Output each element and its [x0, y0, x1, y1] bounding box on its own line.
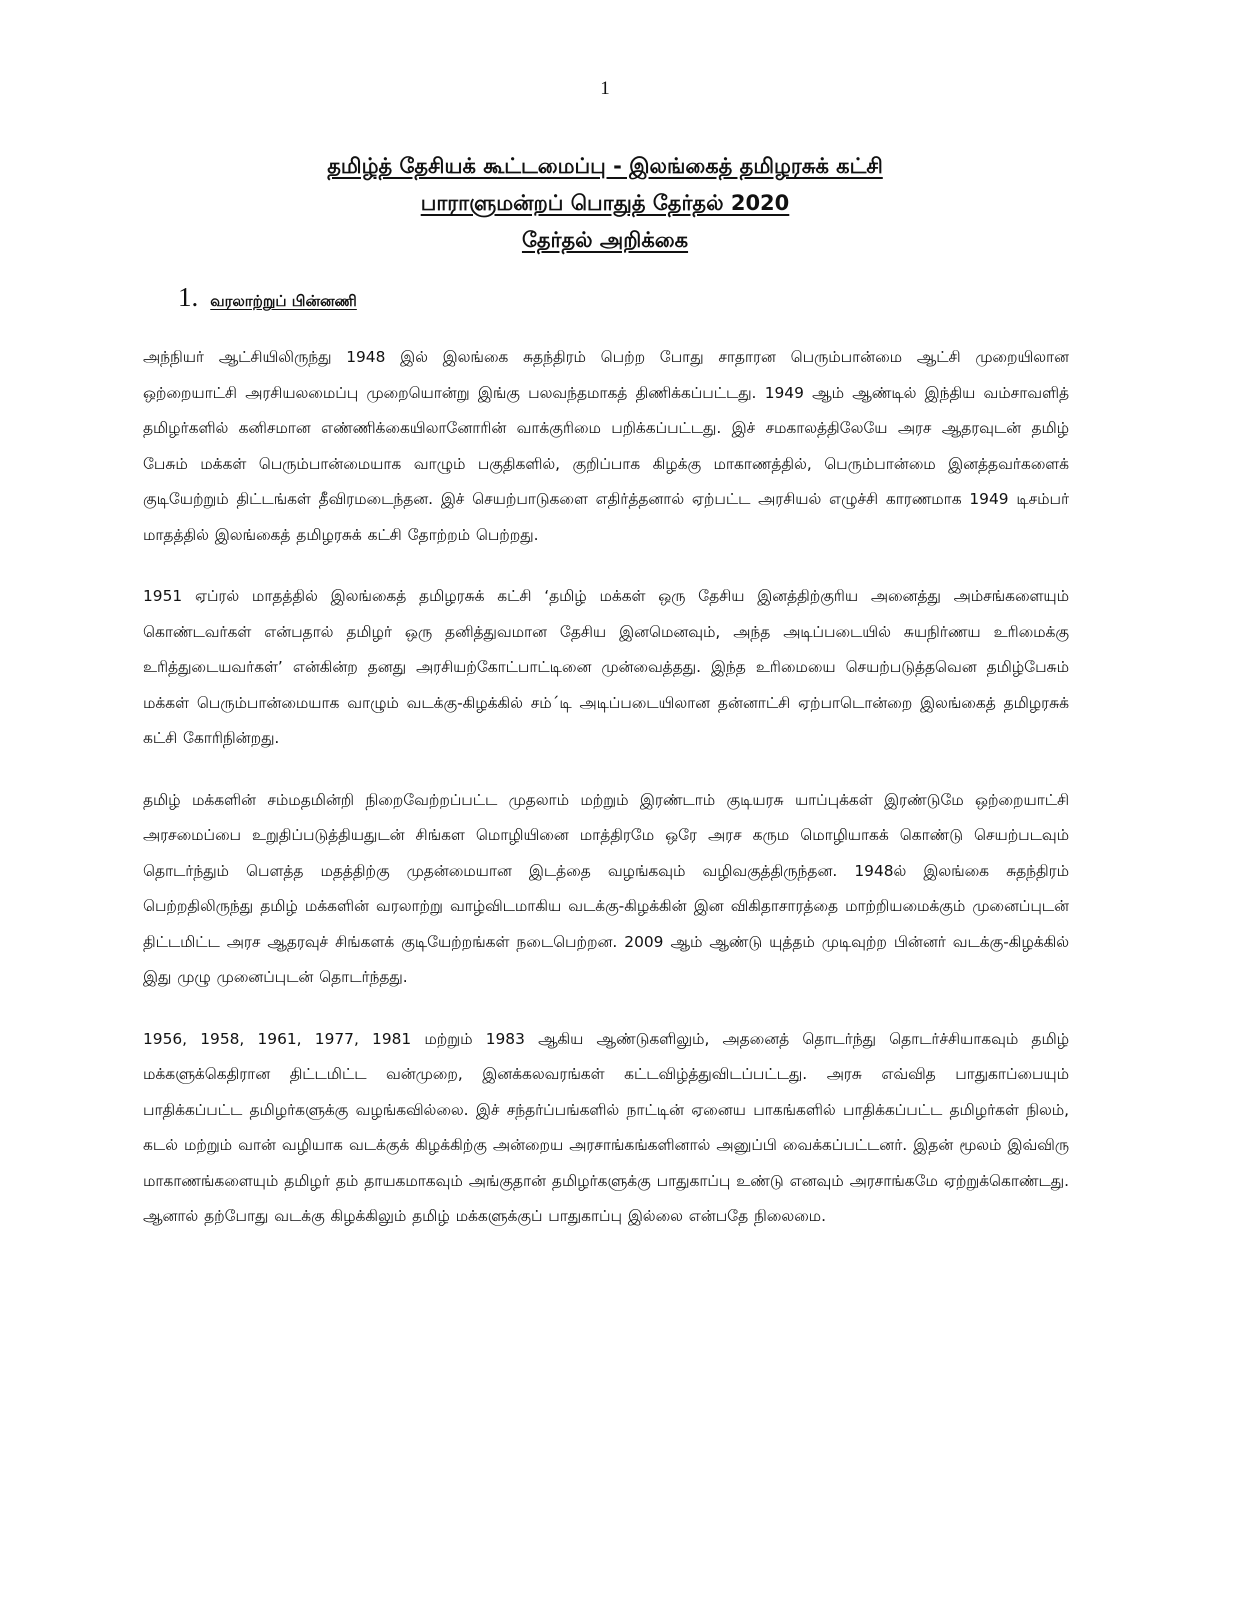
paragraph-3: தமிழ் மக்களின் சம்மதமின்றி நிறைவேற்றப்பட்ட முதலாம் மற்றும் இரண்டாம் குடியரசு யாப்புக்கள் இரண்டுமே ஒற்றையாட்சி அரசமைப்பை உறுதிப்படுத்தியதுடன் சிங்கள மொழியினை மாத்திரமே ஒரே அரச கரும மொழியாகக் கொண்டு செயற்படவும் தொடர்ந்தும் பௌத்த மதத்திற்கு முதன்மையான இடத்தை வழங்கவும் வழிவகுத்திருந்தன. 1948ல் இலங்கை சுதந்திரம் பெற்றதிலிருந்து தமிழ் மக்களின் வரலாற்று வாழ்விடமாகிய வடக்கு-கிழக்கின் இன விகிதாசாரத்தை மாற்றியமைக்கும் முனைப்புடன் திட்டமிட்ட அரச ஆதரவுச் சிங்களக் குடியேற்றங்கள் நடைபெற்றன. 2009 ஆம் ஆண்டு யுத்தம் முடிவுற்ற பின்னர் வடக்கு-கிழக்கில் இது முழு முனைப்புடன் தொடர்ந்தது. [143, 790, 1069, 986]
title-line-1: தமிழ்த் தேசியக் கூட்டமைப்பு - இலங்கைத் தமிழரசுக் கட்சி [327, 154, 883, 178]
paragraph-2: 1951 ஏப்ரல் மாதத்தில் இலங்கைத் தமிழரசுக் கட்சி ‘தமிழ் மக்கள் ஒரு தேசிய இனத்திற்குரிய அனைத்து அம்சங்களையும் கொண்டவர்கள் என்பதால் தமிழர் ஒரு தனித்துவமான தேசிய இனமெனவும், அந்த அடிப்படையில் சுயநிர்ணய உரிமைக்கு உரித்துடையவர்கள்’ என்கின்ற தனது அரசியற்கோட்பாட்டினை முன்வைத்தது. இந்த உரிமையை செயற்படுத்தவென தமிழ்பேசும் மக்கள் பெரும்பான்மையாக வாழும் வடக்கு-கிழக்கில் சம்´டி அடிப்படையிலான தன்னாட்சி ஏற்பாடொன்றை இலங்கைத் தமிழரசுக் கட்சி கோரிநின்றது. [143, 587, 1069, 747]
body-text [143, 340, 1069, 1261]
page-number: 1 [600, 78, 610, 99]
document-title [200, 148, 1010, 259]
paragraph-4: 1956, 1958, 1961, 1977, 1981 மற்றும் 1983 ஆகிய ஆண்டுகளிலும், அதனைத் தொடர்ந்து தொடர்ச்சியாகவும் தமிழ் மக்களுக்கெதிரான திட்டமிட்ட வன்முறை, இனக்கலவரங்கள் கட்டவிழ்த்துவிடப்பட்டது. அரசு எவ்வித பாதுகாப்பையும் பாதிக்கப்பட்ட தமிழர்களுக்கு வழங்கவில்லை. இச் சந்தர்ப்பங்களில் நாட்டின் ஏனைய பாகங்களில் பாதிக்கப்பட்ட தமிழர்கள் நிலம், கடல் மற்றும் வான் வழியாக வடக்குக் கிழக்கிற்கு அன்றைய அரசாங்கங்களினால் அனுப்பி வைக்கப்பட்டனர். இதன் மூலம் இவ்விரு மாகாணங்களையும் தமிழர் தம் தாயகமாகவும் அங்குதான் தமிழர்களுக்கு பாதுகாப்பு உண்டு எனவும் அரசாங்கமே ஏற்றுக்கொண்டது. ஆனால் தற்போது வடக்கு கிழக்கிலும் தமிழ் மக்களுக்குப் பாதுகாப்பு இல்லை என்பதே நிலைமை. [143, 1029, 1069, 1225]
title-line-2: பாராளுமன்றப் பொதுத் தேர்தல் 2020 [420, 191, 790, 215]
section-number: 1. [178, 282, 199, 312]
paragraph-1: அந்நியர் ஆட்சியிலிருந்து 1948 இல் இலங்கை சுதந்திரம் பெற்ற போது சாதாரன பெரும்பான்மை ஆட்சி முறையிலான ஒற்றையாட்சி அரசியலமைப்பு முறையொன்று இங்கு பலவந்தமாகத் திணிக்கப்பட்டது. 1949 ஆம் ஆண்டில் இந்திய வம்சாவளித் தமிழர்களில் கனிசமான எண்ணிக்கையிலானோரின் வாக்குரிமை பறிக்கப்பட்டது. இச் சமகாலத்திலேயே அரச ஆதரவுடன் தமிழ் பேசும் மக்கள் பெரும்பான்மையாக வாழும் பகுதிகளில், குறிப்பாக கிழக்கு மாகாணத்தில், பெரும்பான்மை இனத்தவர்களைக் குடியேற்றும் திட்டங்கள் தீவிரமடைந்தன. இச் செயற்பாடுகளை எதிர்த்தனால் ஏற்பட்ட அரசியல் எழுச்சி காரணமாக 1949 டிசம்பர் மாதத்தில் இலங்கைத் தமிழரசுக் கட்சி தோற்றம் பெற்றது. [143, 348, 1069, 544]
section-heading [178, 282, 357, 313]
section-title: வரலாற்றுப் பின்னணி [210, 292, 357, 310]
title-line-3: தேர்தல் அறிக்கை [521, 228, 689, 252]
